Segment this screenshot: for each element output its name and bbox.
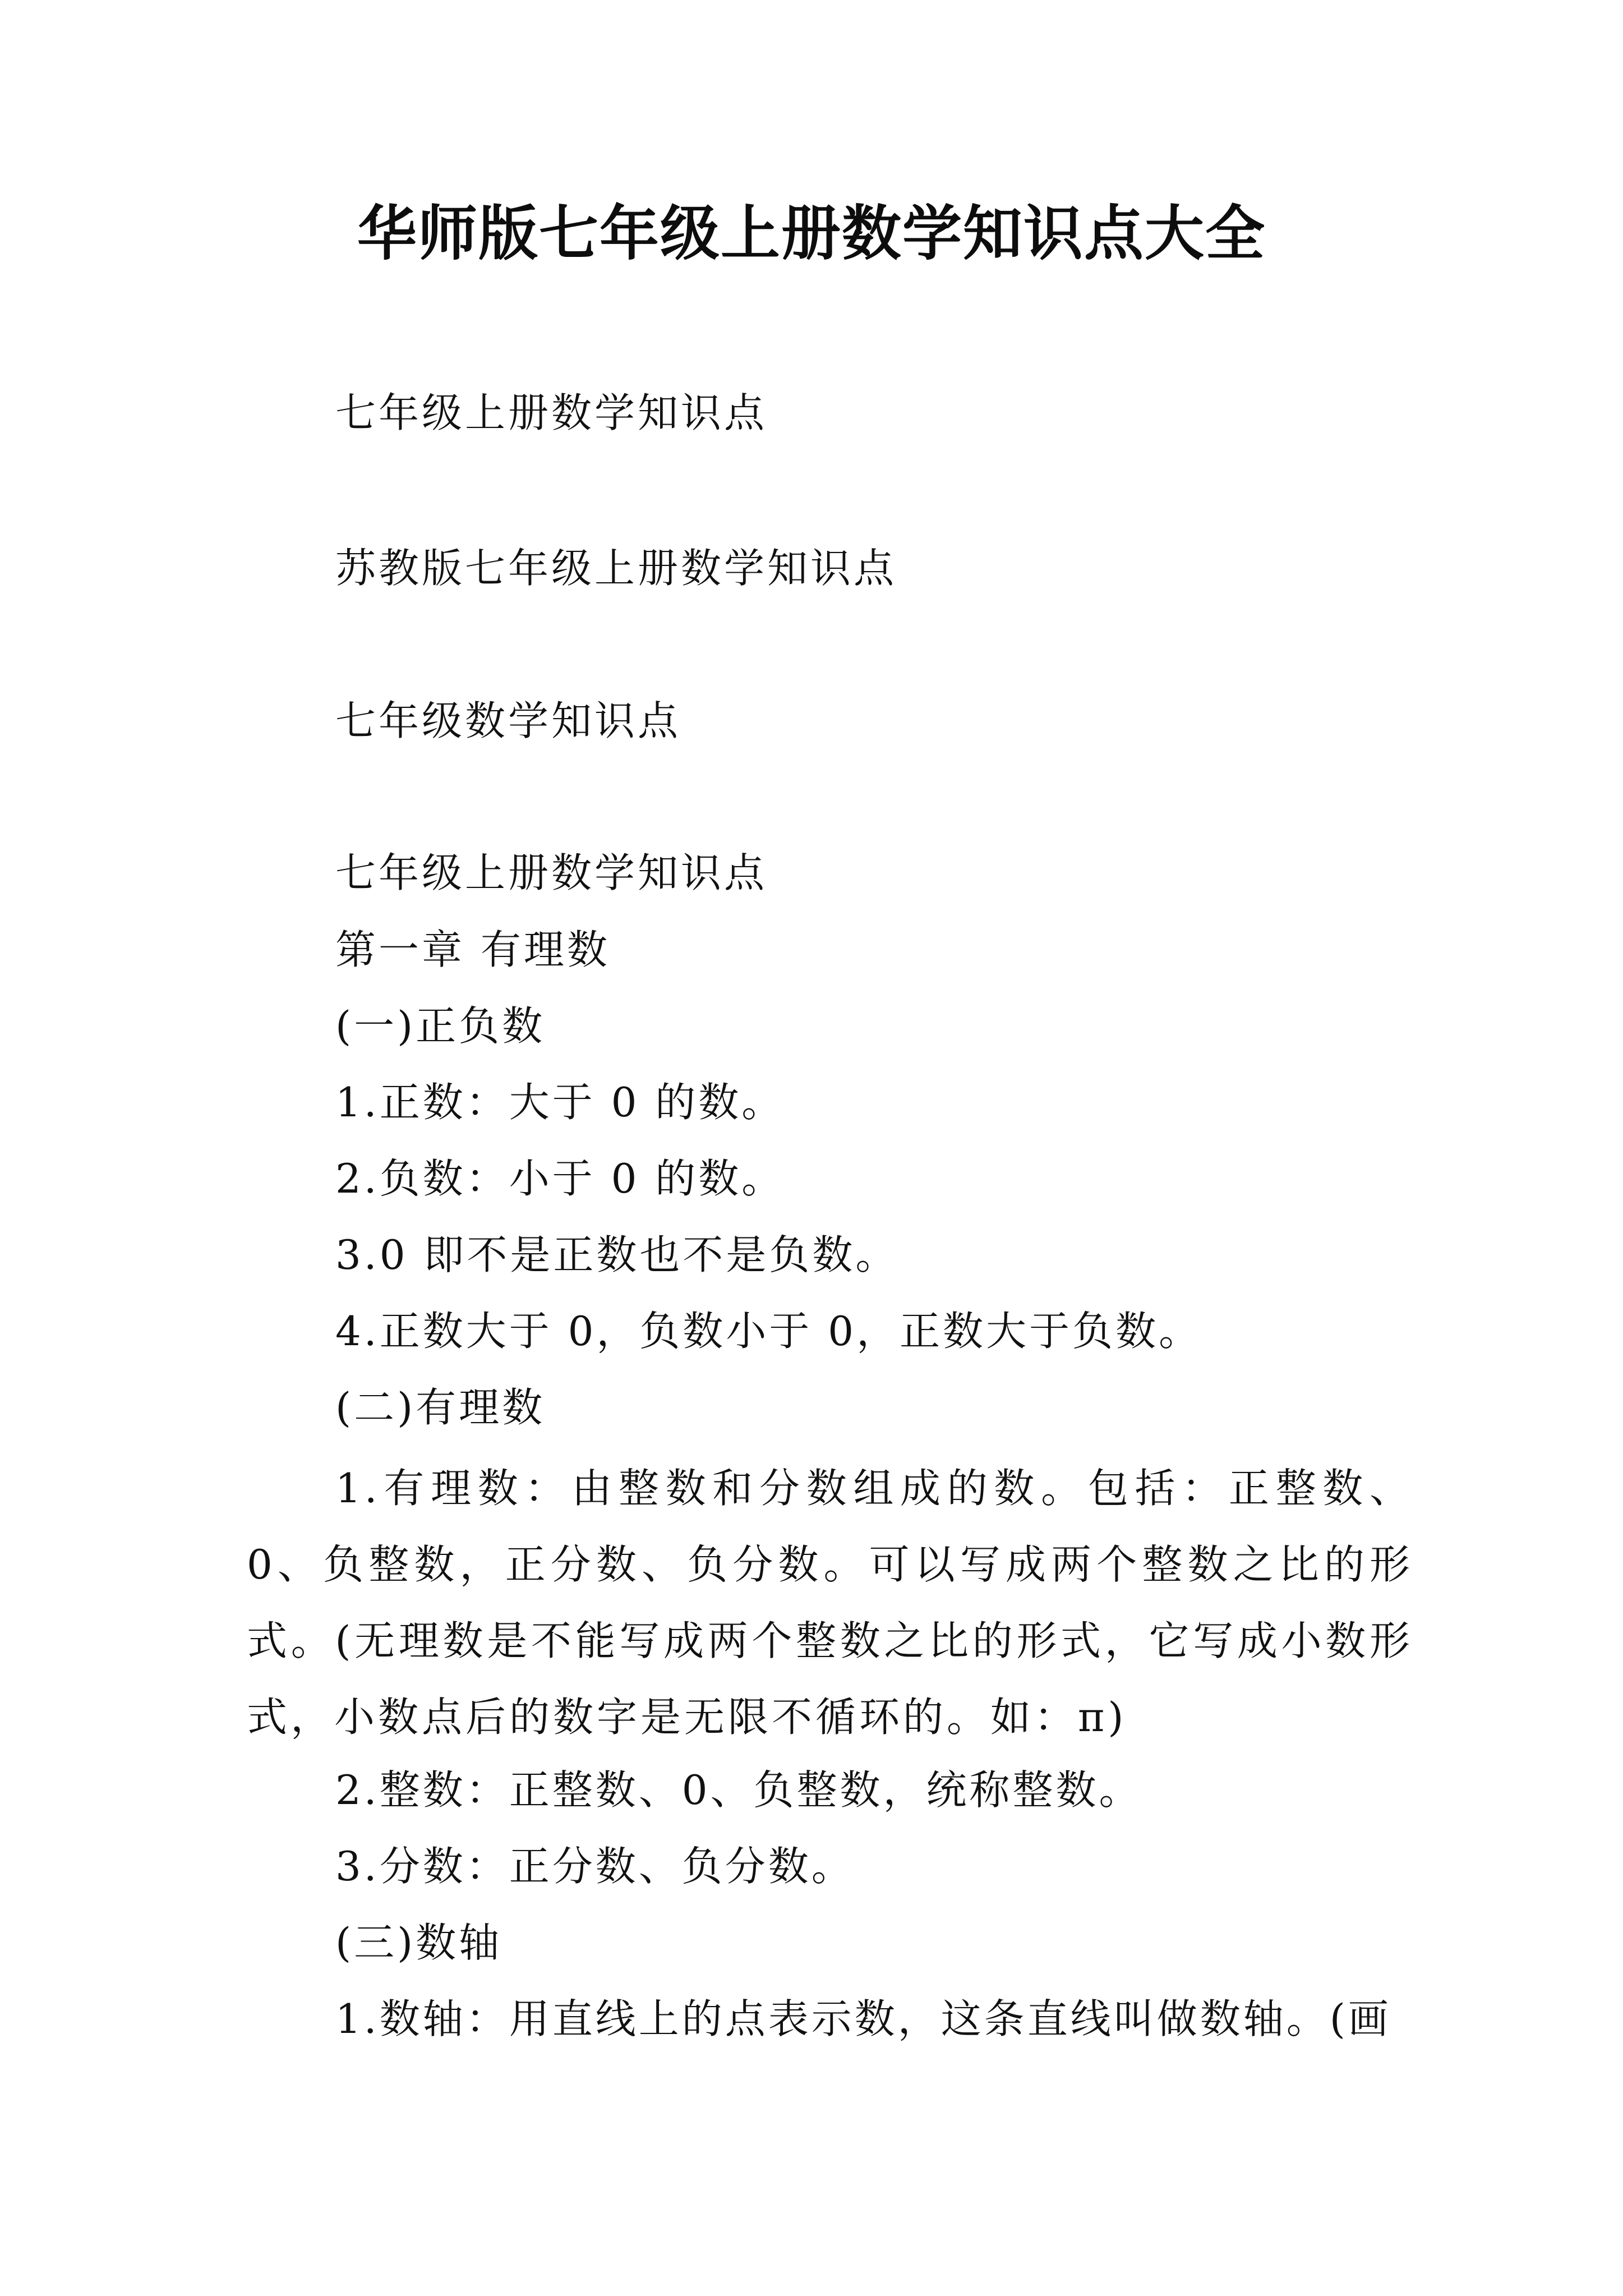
section-heading: 七年级上册数学知识点 (335, 849, 768, 896)
list-item: 3.0 即不是正数也不是负数。 (335, 1231, 899, 1278)
list-item: 1.正数：大于 0 的数。 (335, 1079, 785, 1126)
paragraph-number-line: 1.数轴：用直线上的点表示数，这条直线叫做数轴。(画 (335, 1995, 1391, 2042)
paragraph-rational-numbers: 1.有理数：由整数和分数组成的数。包括：正整数、0、负整数，正分数、负分数。可以写成两个整数之比的形式。(无理数是不能写成两个整数之比的形式，它写成小数形式，小数点后的数字是无限不循环的。如：π) (247, 1465, 1413, 1741)
document-title: 华师版七年级上册数学知识点大全 (357, 199, 1266, 268)
list-item: 4.正数大于 0，负数小于 0，正数大于负数。 (335, 1308, 1202, 1355)
toc-item-1: 七年级上册数学知识点 (335, 389, 768, 436)
list-item: 3.分数：正分数、负分数。 (335, 1843, 855, 1890)
toc-item-3: 七年级数学知识点 (335, 697, 681, 744)
list-item: 2.整数：正整数、0、负整数，统称整数。 (335, 1766, 1142, 1814)
subsection-heading-3: (三)数轴 (335, 1919, 502, 1966)
list-item: 2.负数：小于 0 的数。 (335, 1155, 785, 1202)
toc-item-2: 苏教版七年级上册数学知识点 (335, 545, 897, 592)
subsection-heading-1: (一)正负数 (335, 1002, 546, 1050)
subsection-heading-2: (二)有理数 (335, 1384, 546, 1431)
chapter-heading: 第一章 有理数 (335, 926, 610, 973)
